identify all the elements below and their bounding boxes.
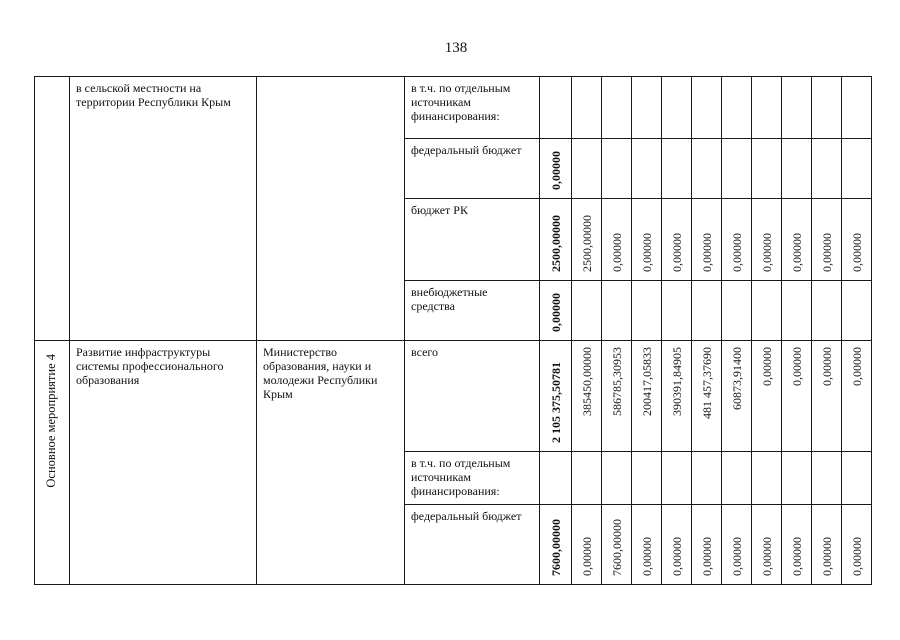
- total-value: 2500,00000: [548, 215, 563, 272]
- row-label: внебюджетные средства: [411, 285, 488, 313]
- year-value: 7600,00000: [609, 519, 624, 576]
- row-label: всего: [411, 345, 439, 359]
- activity-label-cell: [35, 341, 70, 585]
- row-label: бюджет РК: [411, 203, 468, 217]
- year-value: 0,00000: [669, 537, 684, 576]
- year-value: 0,00000: [759, 347, 774, 386]
- year-value: 0,00000: [819, 347, 834, 386]
- total-value: 7600,00000: [548, 519, 563, 576]
- year-value: 0,00000: [789, 347, 804, 386]
- year-value: 0,00000: [699, 233, 714, 272]
- activity-cell-top: [35, 77, 70, 341]
- row-label: в т.ч. по отдельным источникам финансирования:: [411, 456, 511, 498]
- year-value: 0,00000: [819, 233, 834, 272]
- row-label: федеральный бюджет: [411, 143, 522, 157]
- year-value: 0,00000: [579, 537, 594, 576]
- year-value: 0,00000: [729, 233, 744, 272]
- total-value: 0,00000: [548, 151, 563, 190]
- year-value: 0,00000: [819, 537, 834, 576]
- year-value: 2500,00000: [579, 215, 594, 272]
- row-label: в т.ч. по отдельным источникам финансирования:: [411, 81, 511, 123]
- table-row: [35, 77, 872, 139]
- section1-name: в сельской местности на территории Республики Крым: [76, 81, 231, 109]
- year-value: 0,00000: [849, 347, 864, 386]
- section1-executor-cell: [257, 77, 405, 341]
- year-value: 0,00000: [699, 537, 714, 576]
- year-value: 0,00000: [639, 537, 654, 576]
- budget-table: [34, 76, 872, 585]
- section2-name: Развитие инфраструктуры системы профессионального образования: [76, 345, 224, 387]
- year-value: 385450,00000: [579, 347, 594, 416]
- year-value: 586785,30953: [609, 347, 624, 416]
- total-value: 2 105 375,50781: [548, 362, 563, 443]
- year-value: 0,00000: [849, 233, 864, 272]
- year-value: 390391,84905: [669, 347, 684, 416]
- row-label-cell: [405, 77, 540, 139]
- year-value: 200417,05833: [639, 347, 654, 416]
- year-value: 0,00000: [759, 233, 774, 272]
- page-number: 138: [444, 40, 468, 56]
- section2-executor: Министерство образования, науки и молодежи Республики Крым: [263, 345, 378, 401]
- year-value: 0,00000: [729, 537, 744, 576]
- row-label: федеральный бюджет: [411, 509, 522, 523]
- year-value: 0,00000: [759, 537, 774, 576]
- activity-label: Основное мероприятие 4: [44, 354, 58, 488]
- table-row: [35, 341, 872, 452]
- year-value: 60873,91400: [729, 347, 744, 410]
- year-value: 0,00000: [669, 233, 684, 272]
- section1-name-cell: [70, 77, 257, 341]
- year-value: 481 457,37690: [699, 347, 714, 419]
- year-value: 0,00000: [789, 233, 804, 272]
- year-value: 0,00000: [849, 537, 864, 576]
- year-value: 0,00000: [639, 233, 654, 272]
- year-value: 0,00000: [609, 233, 624, 272]
- total-value: 0,00000: [548, 293, 563, 332]
- year-value: 0,00000: [789, 537, 804, 576]
